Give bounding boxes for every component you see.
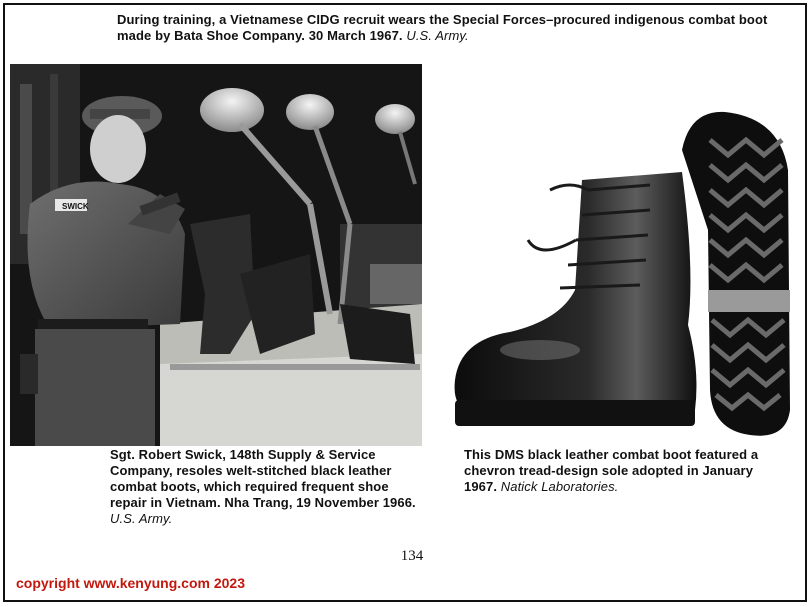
boots-photo-illustration [450, 110, 795, 440]
caption-left-source: U.S. Army. [110, 511, 173, 526]
caption-right-text: This DMS black leather combat boot featured a chevron tread-design sole adopted in January 1967. [464, 447, 759, 494]
caption-top [117, 12, 787, 44]
page-number: 134 [400, 548, 424, 564]
caption-left [110, 447, 428, 527]
name-tape: SWICK [62, 202, 89, 211]
caption-left-text: Sgt. Robert Swick, 148th Supply & Service Company, resoles welt-stitched black leather combat boots, which required frequent shoe repair in Vietnam. Nha Trang, 19 November 1966. [110, 447, 416, 510]
caption-right-source: Natick Laboratories. [500, 479, 619, 494]
caption-top-text: During training, a Vietnamese CIDG recruit wears the Special Forces–procured indigenous combat boot made by Bata Shoe Company. 30 March 1967. [117, 12, 768, 43]
copyright-notice: copyright www.kenyung.com 2023 [16, 575, 245, 591]
caption-right [464, 447, 764, 495]
caption-top-source: U.S. Army. [406, 28, 469, 43]
boot-front [455, 172, 697, 410]
soldier-photo-illustration [10, 64, 422, 446]
photo-dms-combat-boots [450, 110, 795, 440]
photo-soldier-repairing-boots [10, 64, 422, 446]
